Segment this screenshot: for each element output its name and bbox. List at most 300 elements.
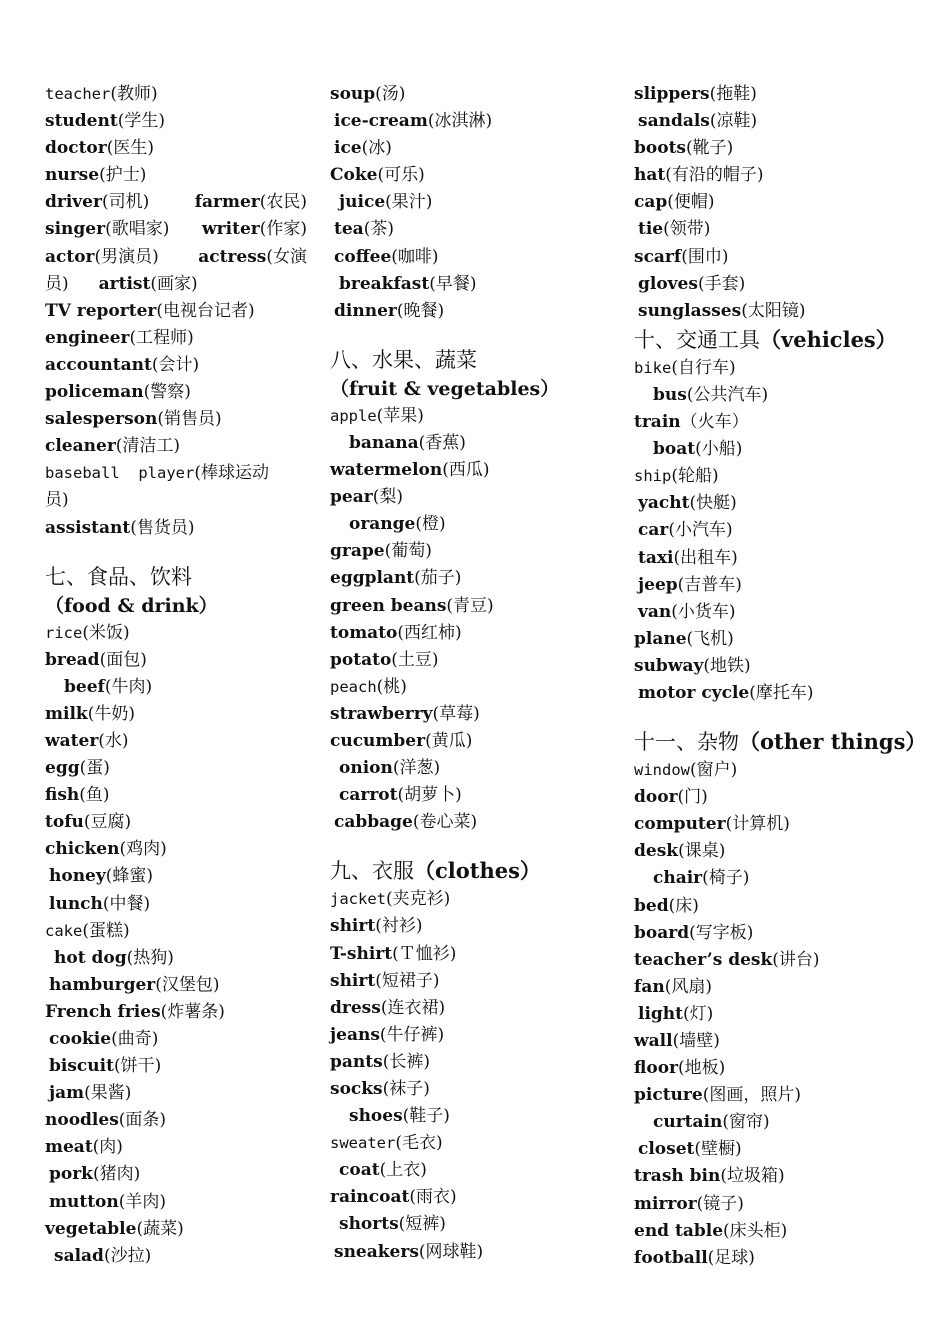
- vocab-item: [45, 755, 315, 782]
- vocab-en: boat: [653, 439, 696, 460]
- vocab-en: water: [45, 730, 99, 751]
- vocab-item: [634, 436, 934, 463]
- vocab-zh: (棒球运动: [194, 463, 269, 484]
- vocab-item: [45, 918, 315, 945]
- vocab-zh: (足球): [707, 1247, 755, 1268]
- vocab-zh: (卷心菜): [412, 812, 478, 833]
- vocab-zh: (胡萝卜): [397, 785, 462, 806]
- vocab-item: [634, 1028, 934, 1055]
- vocab-en: mutton: [49, 1191, 119, 1212]
- vocab-zh: (靴子): [686, 138, 734, 159]
- vocab-item: [330, 135, 620, 162]
- vocab-item: [330, 886, 620, 913]
- vocab-item: [45, 891, 315, 918]
- vocab-zh: (蛋糕): [82, 920, 130, 941]
- vocab-item: [330, 1049, 620, 1076]
- vocab-en: tie: [638, 219, 664, 240]
- vocab-zh: (有沿的帽子): [665, 165, 764, 186]
- vocab-zh: (墙壁): [672, 1031, 720, 1051]
- vocab-item: [634, 572, 934, 599]
- vocab-en: fish: [45, 785, 80, 806]
- vocab-zh: (电视台记者): [156, 300, 255, 321]
- vocab-item: [634, 81, 934, 108]
- heading-en: （vehicles）: [760, 326, 897, 352]
- vocab-item: [634, 653, 934, 680]
- vocab-item: [634, 865, 934, 892]
- vocab-zh: (作家): [259, 219, 307, 240]
- vocab-zh: (学生): [117, 111, 165, 132]
- vocab-zh: (雨衣): [409, 1187, 457, 1208]
- food-list: [45, 620, 315, 1270]
- vocab-zh: （火车）: [680, 412, 749, 433]
- vocab-item: [45, 1243, 315, 1270]
- vocab-en: apple: [330, 406, 377, 425]
- vocab-en: ice-cream: [334, 111, 428, 132]
- vocab-item: [45, 836, 315, 863]
- vocab-en: fan: [634, 976, 665, 997]
- vocab-en: baseball player: [45, 464, 195, 483]
- vocab-zh: (门): [677, 787, 708, 808]
- vocab-item: [330, 1103, 620, 1130]
- vocab-en: orange: [349, 514, 416, 535]
- vocab-en: assistant: [45, 517, 131, 538]
- vocab-en: plane: [634, 628, 687, 649]
- vocab-zh: (灯): [683, 1003, 714, 1024]
- vocab-en: taxi: [638, 547, 674, 568]
- vocab-en: motor cycle: [638, 682, 750, 703]
- vocab-item: [330, 108, 620, 135]
- vocab-zh: (晚餐): [396, 300, 445, 321]
- vocab-item: [45, 647, 315, 674]
- vocab-zh: (夹克衫): [386, 889, 451, 910]
- vocab-en: nurse: [45, 165, 100, 186]
- vocab-en: soup: [330, 84, 376, 104]
- vocab-en: tea: [334, 219, 364, 240]
- vocab-item: [330, 565, 620, 592]
- vocab-zh: (司机): [101, 192, 150, 213]
- vocab-en: driver: [45, 192, 102, 213]
- vocab-en: football: [634, 1247, 708, 1268]
- vocab-zh: (面条): [118, 1110, 167, 1131]
- vocab-en: tomato: [330, 622, 398, 643]
- vocab-zh: (果汁): [385, 192, 433, 213]
- vocab-item: [45, 81, 315, 108]
- vocab-item: [634, 1055, 934, 1082]
- vocab-item: [634, 974, 934, 1001]
- vocab-en: carrot: [339, 785, 398, 806]
- vocab-item: [634, 1191, 934, 1218]
- vocab-item: [45, 972, 315, 999]
- vocab-item: [330, 674, 620, 701]
- vocab-zh: (鞋子): [402, 1106, 450, 1127]
- vocab-en: strawberry: [330, 703, 433, 724]
- vocab-zh: (会计): [151, 354, 200, 375]
- vocab-item: [330, 162, 620, 189]
- vocab-en: door: [634, 787, 678, 808]
- vocab-item: [45, 325, 315, 352]
- vocab-zh: (冰淇淋): [427, 111, 493, 132]
- vocab-en: green beans: [330, 595, 447, 616]
- vocab-zh: (教师): [110, 84, 158, 104]
- vocab-en: coffee: [334, 246, 392, 267]
- vocab-zh: (短裙子): [375, 970, 440, 991]
- vocab-zh: (摩托车): [749, 682, 814, 703]
- vocab-en: shirt: [330, 916, 376, 937]
- vocab-item: [634, 545, 934, 572]
- vocab-item: [45, 782, 315, 809]
- vocab-en: bed: [634, 895, 669, 916]
- vocab-item: [634, 811, 934, 838]
- vocab-zh: (风扇): [664, 976, 712, 997]
- vocab-item: [45, 945, 315, 972]
- vocab-en: window: [634, 761, 690, 780]
- vocab-en: shoes: [349, 1106, 403, 1127]
- vocab-zh: (地铁): [703, 655, 751, 676]
- vocab-en: end table: [634, 1220, 724, 1241]
- vocab-item: [45, 271, 315, 298]
- vocab-zh: (咖啡): [391, 246, 439, 267]
- vocab-item: [634, 920, 934, 947]
- vocab-zh: (窗帘): [722, 1112, 770, 1133]
- vocab-pair: [45, 244, 307, 271]
- vocab-en: dress: [330, 997, 381, 1018]
- column-1: [45, 81, 315, 1270]
- vocab-item: [330, 81, 620, 108]
- vocab-item: [330, 430, 620, 457]
- vocab-item: [634, 626, 934, 653]
- vocab-en: noodles: [45, 1110, 119, 1131]
- vocab-en: egg: [45, 758, 80, 779]
- vocab-item: [330, 1239, 620, 1266]
- vocab-item: [634, 298, 934, 325]
- vocab-en: hamburger: [49, 974, 156, 995]
- vehicles-list: [634, 355, 934, 707]
- vocab-zh: (歌唱家): [105, 219, 170, 240]
- things-list: [634, 757, 934, 1272]
- vocab-zh: (护士): [99, 165, 147, 186]
- vocab-item: [330, 913, 620, 940]
- vocab-en: boots: [634, 138, 686, 159]
- vocab-zh: (快艇): [689, 493, 737, 514]
- vocab-en: cucumber: [330, 730, 426, 751]
- vocab-zh: (蜂蜜): [105, 866, 154, 887]
- vocab-en: jeep: [638, 574, 678, 595]
- vocab-zh: (床头柜): [723, 1220, 788, 1241]
- vocab-zh: (汉堡包): [155, 974, 220, 995]
- vocab-item: [330, 511, 620, 538]
- heading-en: （other things）: [739, 729, 927, 755]
- vocab-item: [45, 108, 315, 135]
- vocab-zh: (西瓜): [442, 460, 490, 481]
- vocab-item: [330, 457, 620, 484]
- vocab-item: [45, 406, 315, 433]
- vocab-en: onion: [339, 758, 393, 779]
- vocab-en: meat: [45, 1137, 93, 1158]
- vocab-pair: [45, 189, 307, 216]
- vocab-item: [330, 216, 620, 243]
- vocab-zh: (衬衫): [375, 916, 423, 937]
- vocab-en: socks: [330, 1079, 383, 1099]
- vocab-zh: (早餐): [429, 273, 477, 294]
- vocab-item: [634, 680, 934, 707]
- vocab-zh: (草莓): [432, 703, 480, 724]
- vocab-item: [634, 490, 934, 517]
- vocab-zh: (凉鞋): [709, 111, 758, 132]
- vocab-zh: (短裤): [398, 1214, 446, 1235]
- vocab-zh: (毛衣): [395, 1133, 443, 1154]
- vocab-en: jeans: [330, 1024, 380, 1045]
- vocab-en: watermelon: [330, 460, 443, 481]
- vocab-item: [45, 999, 315, 1026]
- vocab-zh: (橙): [415, 514, 446, 535]
- vocab-zh: (鱼): [79, 785, 110, 806]
- vocab-en: ship: [634, 467, 672, 486]
- vocab-item: [330, 782, 620, 809]
- vocab-en: bike: [634, 358, 672, 377]
- vocab-item: [45, 515, 315, 542]
- vocab-zh: (售货员): [130, 517, 195, 538]
- vocab-zh: (警察): [143, 382, 191, 403]
- vocab-en: wall: [634, 1031, 673, 1051]
- section-heading-fruit: 八、水果、蔬菜: [330, 347, 477, 372]
- vocab-zh: (轮船): [671, 466, 719, 487]
- vocab-zh: (牛肉): [104, 676, 153, 697]
- vocab-item: [330, 728, 620, 755]
- vocab-item: [330, 1211, 620, 1238]
- vocab-item: [330, 620, 620, 647]
- vocab-item: [45, 1107, 315, 1134]
- vocab-en: subway: [634, 655, 704, 676]
- vocab-item: [634, 947, 934, 974]
- vocab-en: trash bin: [634, 1166, 721, 1187]
- vocab-en: TV reporter: [45, 300, 157, 321]
- vocab-zh: (床): [668, 895, 699, 916]
- vocab-zh: (课桌): [678, 841, 726, 862]
- vocab-zh: (肉): [92, 1137, 123, 1158]
- vocab-item: [45, 162, 315, 189]
- vocab-item: [45, 298, 315, 325]
- vocab-en: singer: [45, 219, 106, 240]
- vocab-zh: (蔬菜): [136, 1218, 184, 1239]
- vocab-zh: (讲台): [772, 949, 820, 970]
- vocab-zh: (图画，照片): [702, 1085, 801, 1106]
- column-2: [330, 81, 620, 1266]
- vocab-zh: (香蕉): [418, 432, 466, 453]
- vocab-zh: (壁橱): [694, 1139, 742, 1160]
- vocab-zh: (面包): [99, 649, 147, 670]
- vocab-en: gloves: [638, 273, 698, 294]
- vocab-item: [45, 809, 315, 836]
- vocab-item: [330, 1076, 620, 1103]
- vocab-en: actress: [198, 246, 267, 267]
- vocab-item: [634, 1001, 934, 1028]
- vocab-en: vegetable: [45, 1218, 137, 1239]
- vocab-item: [45, 433, 315, 460]
- vocab-en: teacher’s desk: [634, 949, 773, 970]
- vocab-item: [45, 135, 315, 162]
- vocab-en: chair: [653, 868, 703, 889]
- vocab-en: salad: [54, 1245, 104, 1266]
- vocab-zh: (农民): [259, 192, 307, 213]
- vocab-en: train: [634, 412, 681, 433]
- vocab-item: [45, 728, 315, 755]
- section-subheading-fruit: （fruit & vegetables）: [330, 377, 560, 400]
- vocab-en: jacket: [330, 890, 386, 909]
- vocab-zh: (茄子): [414, 568, 462, 589]
- vocab-en: peach: [330, 677, 377, 696]
- vocab-item: [634, 1163, 934, 1190]
- vocab-en: sweater: [330, 1134, 396, 1153]
- vocab-item: [330, 593, 620, 620]
- vocab-item: [634, 1245, 934, 1272]
- vocab-item: [634, 838, 934, 865]
- vocab-en: eggplant: [330, 568, 415, 589]
- vocab-zh: (手套): [697, 273, 746, 294]
- vocab-item: [634, 1218, 934, 1245]
- vocab-en: cleaner: [45, 436, 116, 457]
- vocab-zh: (地板): [678, 1058, 726, 1079]
- vocab-zh: (上衣): [379, 1160, 427, 1181]
- vocab-zh: 员): [45, 273, 69, 294]
- vocab-en: writer: [202, 219, 260, 240]
- vocab-item: [45, 701, 315, 728]
- wear-list: [634, 81, 934, 325]
- vocab-item: [634, 409, 934, 436]
- vocab-en: computer: [634, 814, 726, 835]
- vocab-zh: (写字板): [689, 922, 754, 943]
- vocab-en: T-shirt: [330, 943, 393, 964]
- vocab-zh: (葡萄): [384, 541, 432, 562]
- vocab-zh: (洋葱): [392, 758, 441, 779]
- vocab-zh: (茶): [363, 219, 394, 240]
- vocab-en: French fries: [45, 1001, 161, 1022]
- vocab-item: [330, 271, 620, 298]
- vocab-item: [330, 538, 620, 565]
- heading-en: （clothes）: [414, 858, 541, 884]
- vocab-item: [45, 1026, 315, 1053]
- vocab-zh: (羊肉): [118, 1191, 167, 1212]
- vocab-zh: (桃): [376, 676, 407, 697]
- vocab-item: [634, 162, 934, 189]
- vocab-item: [45, 620, 315, 647]
- vocab-en: jam: [49, 1083, 85, 1104]
- vocab-zh: (牛仔裤): [379, 1024, 445, 1045]
- vocab-item: [330, 647, 620, 674]
- vocab-item: [330, 484, 620, 511]
- vocab-en: slippers: [634, 84, 710, 104]
- vocab-zh: (自行车): [671, 357, 736, 378]
- vocab-en: coat: [339, 1160, 380, 1181]
- vocab-item: [330, 701, 620, 728]
- vocab-item: [45, 863, 315, 890]
- vocab-zh: (拖鞋): [709, 84, 757, 104]
- vocab-en: rice: [45, 623, 83, 642]
- vocab-zh: (汤): [375, 84, 406, 104]
- vocab-zh: (Ｔ恤衫): [392, 943, 457, 964]
- vocab-zh: (垃圾箱): [720, 1166, 785, 1187]
- vocab-en: actor: [45, 246, 95, 267]
- vocab-en: doctor: [45, 138, 107, 159]
- vocab-item: [634, 599, 934, 626]
- drinks-list: [330, 81, 620, 325]
- vocab-item: [330, 1184, 620, 1211]
- vocab-en: cake: [45, 921, 83, 940]
- vocab-zh: (销售员): [157, 409, 222, 430]
- vocab-en: tofu: [45, 812, 84, 833]
- vocab-en: sunglasses: [638, 300, 742, 321]
- fruit-list: [330, 403, 620, 837]
- vocab-item: [45, 379, 315, 406]
- vocab-en: lunch: [49, 893, 103, 914]
- vocab-zh: (长裤): [382, 1051, 430, 1072]
- vocab-en: artist: [98, 273, 151, 294]
- vocab-zh: (椅子): [702, 868, 750, 889]
- vocab-item: [330, 755, 620, 782]
- vocab-en: teacher: [45, 85, 111, 103]
- vocab-item: [330, 941, 620, 968]
- vocab-item: [330, 1157, 620, 1184]
- vocab-zh: (猪肉): [92, 1164, 141, 1185]
- vocab-zh: (窗户): [690, 760, 738, 781]
- vocab-zh: (热狗): [126, 947, 174, 968]
- vocab-en: yacht: [638, 493, 690, 514]
- vocab-item: [634, 355, 934, 382]
- vocab-en: bus: [653, 384, 687, 405]
- vocab-en: salesperson: [45, 409, 158, 430]
- vocab-en: hat: [634, 165, 666, 186]
- vocab-en: biscuit: [49, 1056, 114, 1077]
- vocab-zh: (炸薯条): [160, 1001, 225, 1022]
- vocab-en: breakfast: [339, 273, 430, 294]
- vocab-zh: (公共汽车): [686, 384, 769, 405]
- vocab-en: bread: [45, 649, 100, 670]
- vocab-en: accountant: [45, 354, 152, 375]
- vocab-zh: (领带): [663, 219, 711, 240]
- vocab-item: [45, 1161, 315, 1188]
- vocab-item: [45, 1134, 315, 1161]
- column-3: [634, 81, 934, 1272]
- vocab-item: [634, 135, 934, 162]
- vocab-zh: (青豆): [446, 595, 494, 616]
- vocab-item: [45, 460, 315, 487]
- vocab-en: closet: [638, 1139, 695, 1160]
- vocab-en: cabbage: [334, 812, 413, 833]
- vocab-zh: (画家): [150, 273, 198, 294]
- vocab-en: juice: [339, 192, 386, 213]
- clothes-list: [330, 886, 620, 1265]
- vocab-item: [634, 757, 934, 784]
- vocab-en: milk: [45, 703, 88, 724]
- section-heading-vehicles: [634, 325, 934, 355]
- vocab-item: [330, 968, 620, 995]
- vocab-zh: (饼干): [113, 1056, 162, 1077]
- vocab-en: car: [638, 520, 669, 541]
- vocab-item: [330, 1022, 620, 1049]
- vocab-zh: (男演员): [94, 246, 159, 267]
- vocab-zh: 员): [45, 490, 69, 511]
- vocab-en: floor: [634, 1058, 678, 1079]
- section-heading-clothes: [330, 856, 620, 886]
- vocab-item: [45, 352, 315, 379]
- vocab-item: [45, 1216, 315, 1243]
- vocab-zh: (镜子): [696, 1193, 744, 1214]
- vocab-en: light: [638, 1003, 684, 1024]
- vocab-zh: (便帽): [667, 192, 715, 213]
- vocab-item: [634, 463, 934, 490]
- vocab-zh: (黄瓜): [425, 730, 473, 751]
- vocab-en: ice: [334, 138, 362, 159]
- vocab-zh: (吉普车): [677, 574, 742, 595]
